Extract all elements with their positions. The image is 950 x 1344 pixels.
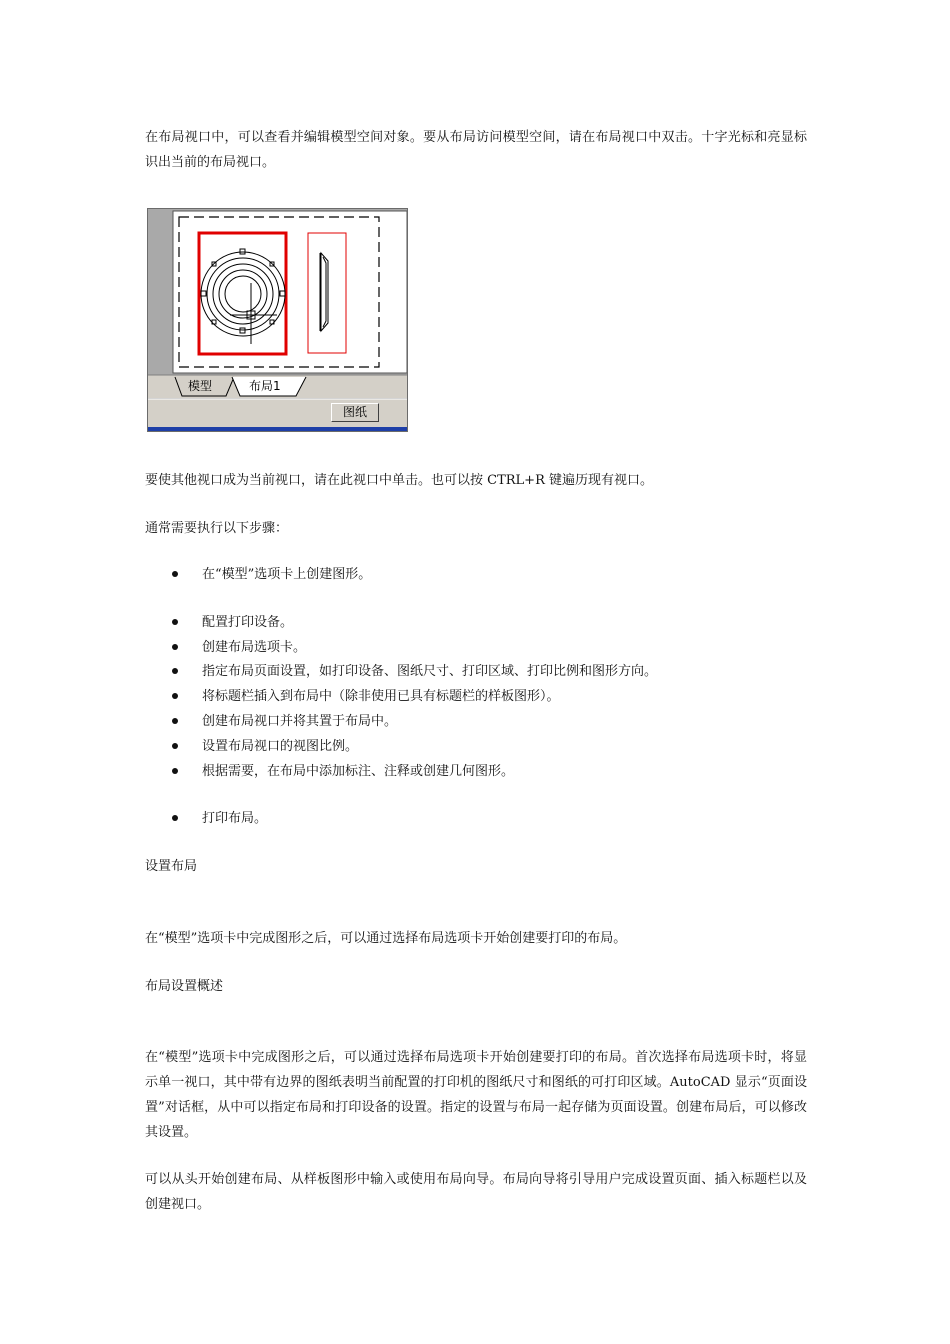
paper-sheet <box>173 211 407 373</box>
bullet-icon <box>172 768 178 774</box>
list-item: 创建布局视口并将其置于布局中。 <box>172 709 792 734</box>
setup-layout-paragraph: 在“模型”选项卡中完成图形之后，可以通过选择布局选项卡开始创建要打印的布局。 <box>145 931 627 946</box>
layout-overview-paragraph-2: 可以从头开始创建布局、从样板图形中输入或使用布局向导。布局向导将引导用户完成设置页面、插入标题栏以及创建视口。 <box>145 1172 807 1212</box>
list-item: 指定布局页面设置，如打印设备、图纸尺寸、打印区域、打印比例和图形方向。 <box>172 659 792 684</box>
bullet-icon <box>172 718 178 724</box>
paper-shadow <box>407 215 408 375</box>
layout-overview-paragraph-1: 在“模型”选项卡中完成图形之后，可以通过选择布局选项卡开始创建要打印的布局。首次选择布局选项卡时，将显示单一视口，其中带有边界的图纸表明当前配置的打印机的图纸尺寸和图纸的可打印区域。AutoCAD 显示“页面设置”对话框，从中可以指定布局和打印设备的设置。指定的设置与布局一起存储为页面设置。创建布局后，可以修改其设置。 <box>145 1050 807 1140</box>
bullet-icon <box>172 619 178 625</box>
section-heading-setup-layout: 设置布局 <box>145 859 198 874</box>
tab-layout1-label[interactable]: 布局1 <box>249 379 281 393</box>
list-item: 将标题栏插入到布局中（除非使用已具有标题栏的样板图形）。 <box>172 684 792 709</box>
bullet-icon <box>172 668 178 674</box>
list-item: 创建布局选项卡。 <box>172 635 792 660</box>
section-heading-layout-overview: 布局设置概述 <box>145 979 224 994</box>
list-item: 设置布局视口的视图比例。 <box>172 734 792 759</box>
list-item: 配置打印设备。 <box>172 610 792 635</box>
bullet-icon <box>172 743 178 749</box>
switch-viewport-text: 要使其他视口成为当前视口，请在此视口中单击。也可以按 CTRL+R 键遍历现有视口。 <box>145 473 653 488</box>
bullet-icon <box>172 693 178 699</box>
bullet-icon <box>172 644 178 650</box>
steps-intro: 通常需要执行以下步骤： <box>145 521 289 536</box>
list-item: 根据需要，在布局中添加标注、注释或创建几何图形。 <box>172 759 792 784</box>
tab-model-label[interactable]: 模型 <box>188 379 213 393</box>
intro-paragraph: 在布局视口中，可以查看并编辑模型空间对象。要从布局访问模型空间，请在布局视口中双击。十字光标和亮显标识出当前的布局视口。 <box>145 130 807 170</box>
layout-drawing <box>148 209 408 432</box>
list-item: 在“模型”选项卡上创建图形。 <box>172 562 792 587</box>
status-bar-accent <box>148 427 408 432</box>
layout-viewport-figure <box>147 208 408 432</box>
paper-space-button[interactable]: 图纸 <box>331 403 379 422</box>
bullet-icon <box>172 571 178 577</box>
list-item: 打印布局。 <box>172 806 792 831</box>
bullet-icon <box>172 815 178 821</box>
